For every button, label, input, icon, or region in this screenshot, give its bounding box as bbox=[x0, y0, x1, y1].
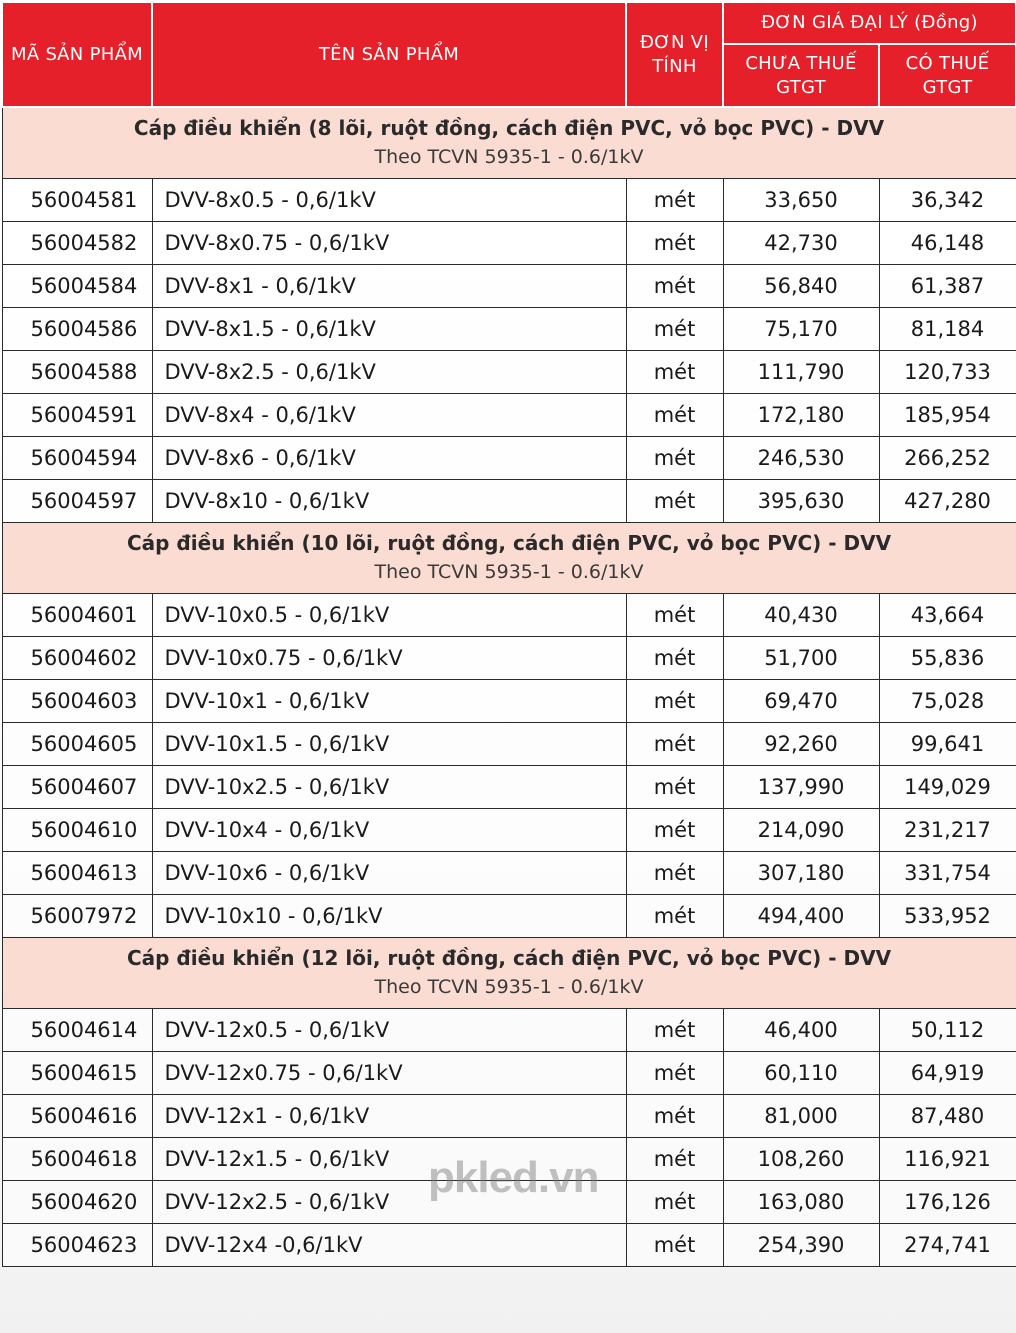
product-code-cell: 56004602 bbox=[2, 637, 152, 680]
product-name-cell: DVV-10x10 - 0,6/1kV bbox=[152, 895, 626, 938]
product-code-cell: 56004581 bbox=[2, 179, 152, 222]
product-code-cell: 56004584 bbox=[2, 265, 152, 308]
product-name-cell: DVV-10x1 - 0,6/1kV bbox=[152, 680, 626, 723]
price-table bbox=[1, 1, 1016, 1267]
unit-cell: mét bbox=[626, 1095, 723, 1138]
price-excl-vat-cell: 51,700 bbox=[723, 637, 879, 680]
section-header-row bbox=[2, 107, 1016, 179]
unit-cell: mét bbox=[626, 1052, 723, 1095]
price-excl-vat-cell: 46,400 bbox=[723, 1009, 879, 1052]
table-row bbox=[2, 308, 1016, 351]
table-body bbox=[2, 107, 1016, 1267]
price-excl-vat-cell: 246,530 bbox=[723, 437, 879, 480]
price-incl-vat-cell: 176,126 bbox=[879, 1181, 1016, 1224]
product-code-cell: 56004605 bbox=[2, 723, 152, 766]
price-incl-vat-cell: 331,754 bbox=[879, 852, 1016, 895]
header-price-incl-vat: CÓ THUẾ GTGT bbox=[879, 44, 1016, 107]
price-incl-vat-cell: 427,280 bbox=[879, 480, 1016, 523]
price-incl-vat-cell: 266,252 bbox=[879, 437, 1016, 480]
table-row bbox=[2, 265, 1016, 308]
price-incl-vat-cell: 46,148 bbox=[879, 222, 1016, 265]
price-excl-vat-cell: 42,730 bbox=[723, 222, 879, 265]
product-name-cell: DVV-10x1.5 - 0,6/1kV bbox=[152, 723, 626, 766]
unit-cell: mét bbox=[626, 222, 723, 265]
section-header-cell bbox=[2, 107, 1016, 179]
product-name-cell: DVV-8x1 - 0,6/1kV bbox=[152, 265, 626, 308]
price-incl-vat-cell: 87,480 bbox=[879, 1095, 1016, 1138]
unit-cell: mét bbox=[626, 852, 723, 895]
price-incl-vat-cell: 64,919 bbox=[879, 1052, 1016, 1095]
price-excl-vat-cell: 40,430 bbox=[723, 594, 879, 637]
product-name-cell: DVV-8x6 - 0,6/1kV bbox=[152, 437, 626, 480]
price-excl-vat-cell: 163,080 bbox=[723, 1181, 879, 1224]
table-row bbox=[2, 766, 1016, 809]
product-name-cell: DVV-10x6 - 0,6/1kV bbox=[152, 852, 626, 895]
price-excl-vat-cell: 494,400 bbox=[723, 895, 879, 938]
unit-cell: mét bbox=[626, 594, 723, 637]
unit-cell: mét bbox=[626, 637, 723, 680]
product-code-cell: 56004610 bbox=[2, 809, 152, 852]
product-name-cell: DVV-10x2.5 - 0,6/1kV bbox=[152, 766, 626, 809]
product-code-cell: 56004603 bbox=[2, 680, 152, 723]
product-name-cell: DVV-12x0.5 - 0,6/1kV bbox=[152, 1009, 626, 1052]
section-title: Cáp điều khiển (12 lõi, ruột đồng, cách điện PVC, vỏ bọc PVC) - DVV bbox=[126, 946, 892, 970]
table-row bbox=[2, 1138, 1016, 1181]
price-incl-vat-cell: 116,921 bbox=[879, 1138, 1016, 1181]
section-title: Cáp điều khiển (8 lõi, ruột đồng, cách điện PVC, vỏ bọc PVC) - DVV bbox=[133, 116, 885, 140]
product-code-cell: 56004615 bbox=[2, 1052, 152, 1095]
header-price-group: ĐƠN GIÁ ĐẠI LÝ (Đồng) bbox=[723, 2, 1016, 44]
table-row bbox=[2, 809, 1016, 852]
price-incl-vat-cell: 61,387 bbox=[879, 265, 1016, 308]
unit-cell: mét bbox=[626, 1138, 723, 1181]
table-row bbox=[2, 723, 1016, 766]
price-incl-vat-cell: 50,112 bbox=[879, 1009, 1016, 1052]
section-title: Cáp điều khiển (10 lõi, ruột đồng, cách điện PVC, vỏ bọc PVC) - DVV bbox=[126, 531, 892, 555]
unit-cell: mét bbox=[626, 1009, 723, 1052]
product-name-cell: DVV-10x0.5 - 0,6/1kV bbox=[152, 594, 626, 637]
watermark-text: pkled.vn bbox=[428, 1153, 599, 1202]
price-excl-vat-cell: 56,840 bbox=[723, 265, 879, 308]
price-incl-vat-cell: 149,029 bbox=[879, 766, 1016, 809]
table-row bbox=[2, 895, 1016, 938]
product-code-cell: 56004582 bbox=[2, 222, 152, 265]
table-row bbox=[2, 179, 1016, 222]
product-name-cell: DVV-8x0.5 - 0,6/1kV bbox=[152, 179, 626, 222]
table-row bbox=[2, 394, 1016, 437]
price-excl-vat-cell: 81,000 bbox=[723, 1095, 879, 1138]
section-header-row bbox=[2, 523, 1016, 594]
price-excl-vat-cell: 172,180 bbox=[723, 394, 879, 437]
section-header-cell bbox=[2, 938, 1016, 1009]
table-row bbox=[2, 222, 1016, 265]
product-name-cell: DVV-12x2.5 - 0,6/1kV bbox=[152, 1181, 626, 1224]
table-header bbox=[2, 2, 1016, 107]
price-incl-vat-cell: 533,952 bbox=[879, 895, 1016, 938]
section-standard: Theo TCVN 5935-1 - 0.6/1kV bbox=[374, 146, 644, 168]
table-row bbox=[2, 852, 1016, 895]
price-list-sheet bbox=[0, 1, 1016, 1333]
unit-cell: mét bbox=[626, 394, 723, 437]
table-row bbox=[2, 1052, 1016, 1095]
price-excl-vat-cell: 108,260 bbox=[723, 1138, 879, 1181]
unit-cell: mét bbox=[626, 680, 723, 723]
table-row bbox=[2, 480, 1016, 523]
table-row bbox=[2, 1009, 1016, 1052]
section-standard: Theo TCVN 5935-1 - 0.6/1kV bbox=[374, 561, 644, 583]
product-name-cell: DVV-12x1.5 - 0,6/1kV bbox=[152, 1138, 626, 1181]
unit-cell: mét bbox=[626, 308, 723, 351]
product-name-cell: DVV-8x1.5 - 0,6/1kV bbox=[152, 308, 626, 351]
unit-cell: mét bbox=[626, 766, 723, 809]
product-code-cell: 56004601 bbox=[2, 594, 152, 637]
header-product-name: TÊN SẢN PHẨM bbox=[152, 2, 626, 107]
header-unit: ĐƠN VỊ TÍNH bbox=[626, 2, 723, 107]
unit-cell: mét bbox=[626, 265, 723, 308]
product-name-cell: DVV-12x0.75 - 0,6/1kV bbox=[152, 1052, 626, 1095]
table-row bbox=[2, 1095, 1016, 1138]
table-row bbox=[2, 594, 1016, 637]
price-excl-vat-cell: 69,470 bbox=[723, 680, 879, 723]
table-row bbox=[2, 680, 1016, 723]
price-excl-vat-cell: 92,260 bbox=[723, 723, 879, 766]
header-product-code: MÃ SẢN PHẨM bbox=[2, 2, 152, 107]
section-header-row bbox=[2, 938, 1016, 1009]
price-excl-vat-cell: 307,180 bbox=[723, 852, 879, 895]
product-code-cell: 56004588 bbox=[2, 351, 152, 394]
table-row bbox=[2, 1224, 1016, 1267]
product-name-cell: DVV-8x10 - 0,6/1kV bbox=[152, 480, 626, 523]
price-excl-vat-cell: 395,630 bbox=[723, 480, 879, 523]
product-name-cell: DVV-12x4 -0,6/1kV bbox=[152, 1224, 626, 1267]
product-code-cell: 56004620 bbox=[2, 1181, 152, 1224]
price-excl-vat-cell: 33,650 bbox=[723, 179, 879, 222]
price-excl-vat-cell: 75,170 bbox=[723, 308, 879, 351]
product-code-cell: 56004623 bbox=[2, 1224, 152, 1267]
price-incl-vat-cell: 81,184 bbox=[879, 308, 1016, 351]
product-code-cell: 56004613 bbox=[2, 852, 152, 895]
table-row bbox=[2, 437, 1016, 480]
price-excl-vat-cell: 214,090 bbox=[723, 809, 879, 852]
product-code-cell: 56004591 bbox=[2, 394, 152, 437]
product-name-cell: DVV-8x2.5 - 0,6/1kV bbox=[152, 351, 626, 394]
table-row bbox=[2, 1181, 1016, 1224]
product-name-cell: DVV-10x0.75 - 0,6/1kV bbox=[152, 637, 626, 680]
unit-cell: mét bbox=[626, 480, 723, 523]
unit-cell: mét bbox=[626, 351, 723, 394]
section-standard: Theo TCVN 5935-1 - 0.6/1kV bbox=[374, 976, 644, 998]
product-code-cell: 56004614 bbox=[2, 1009, 152, 1052]
unit-cell: mét bbox=[626, 809, 723, 852]
unit-cell: mét bbox=[626, 1224, 723, 1267]
price-incl-vat-cell: 36,342 bbox=[879, 179, 1016, 222]
product-name-cell: DVV-10x4 - 0,6/1kV bbox=[152, 809, 626, 852]
product-name-cell: DVV-12x1 - 0,6/1kV bbox=[152, 1095, 626, 1138]
section-header-cell bbox=[2, 523, 1016, 594]
price-incl-vat-cell: 274,741 bbox=[879, 1224, 1016, 1267]
price-incl-vat-cell: 99,641 bbox=[879, 723, 1016, 766]
product-name-cell: DVV-8x4 - 0,6/1kV bbox=[152, 394, 626, 437]
header-price-excl-vat: CHƯA THUẾ GTGT bbox=[723, 44, 879, 107]
product-code-cell: 56004607 bbox=[2, 766, 152, 809]
product-code-cell: 56004586 bbox=[2, 308, 152, 351]
product-code-cell: 56004597 bbox=[2, 480, 152, 523]
product-code-cell: 56004618 bbox=[2, 1138, 152, 1181]
price-incl-vat-cell: 231,217 bbox=[879, 809, 1016, 852]
price-excl-vat-cell: 111,790 bbox=[723, 351, 879, 394]
table-row bbox=[2, 351, 1016, 394]
price-incl-vat-cell: 120,733 bbox=[879, 351, 1016, 394]
price-excl-vat-cell: 254,390 bbox=[723, 1224, 879, 1267]
price-excl-vat-cell: 60,110 bbox=[723, 1052, 879, 1095]
product-code-cell: 56004594 bbox=[2, 437, 152, 480]
unit-cell: mét bbox=[626, 895, 723, 938]
product-name-cell: DVV-8x0.75 - 0,6/1kV bbox=[152, 222, 626, 265]
unit-cell: mét bbox=[626, 179, 723, 222]
unit-cell: mét bbox=[626, 437, 723, 480]
product-code-cell: 56004616 bbox=[2, 1095, 152, 1138]
table-row bbox=[2, 637, 1016, 680]
price-incl-vat-cell: 75,028 bbox=[879, 680, 1016, 723]
price-excl-vat-cell: 137,990 bbox=[723, 766, 879, 809]
unit-cell: mét bbox=[626, 1181, 723, 1224]
price-incl-vat-cell: 185,954 bbox=[879, 394, 1016, 437]
price-incl-vat-cell: 43,664 bbox=[879, 594, 1016, 637]
price-incl-vat-cell: 55,836 bbox=[879, 637, 1016, 680]
unit-cell: mét bbox=[626, 723, 723, 766]
product-code-cell: 56007972 bbox=[2, 895, 152, 938]
